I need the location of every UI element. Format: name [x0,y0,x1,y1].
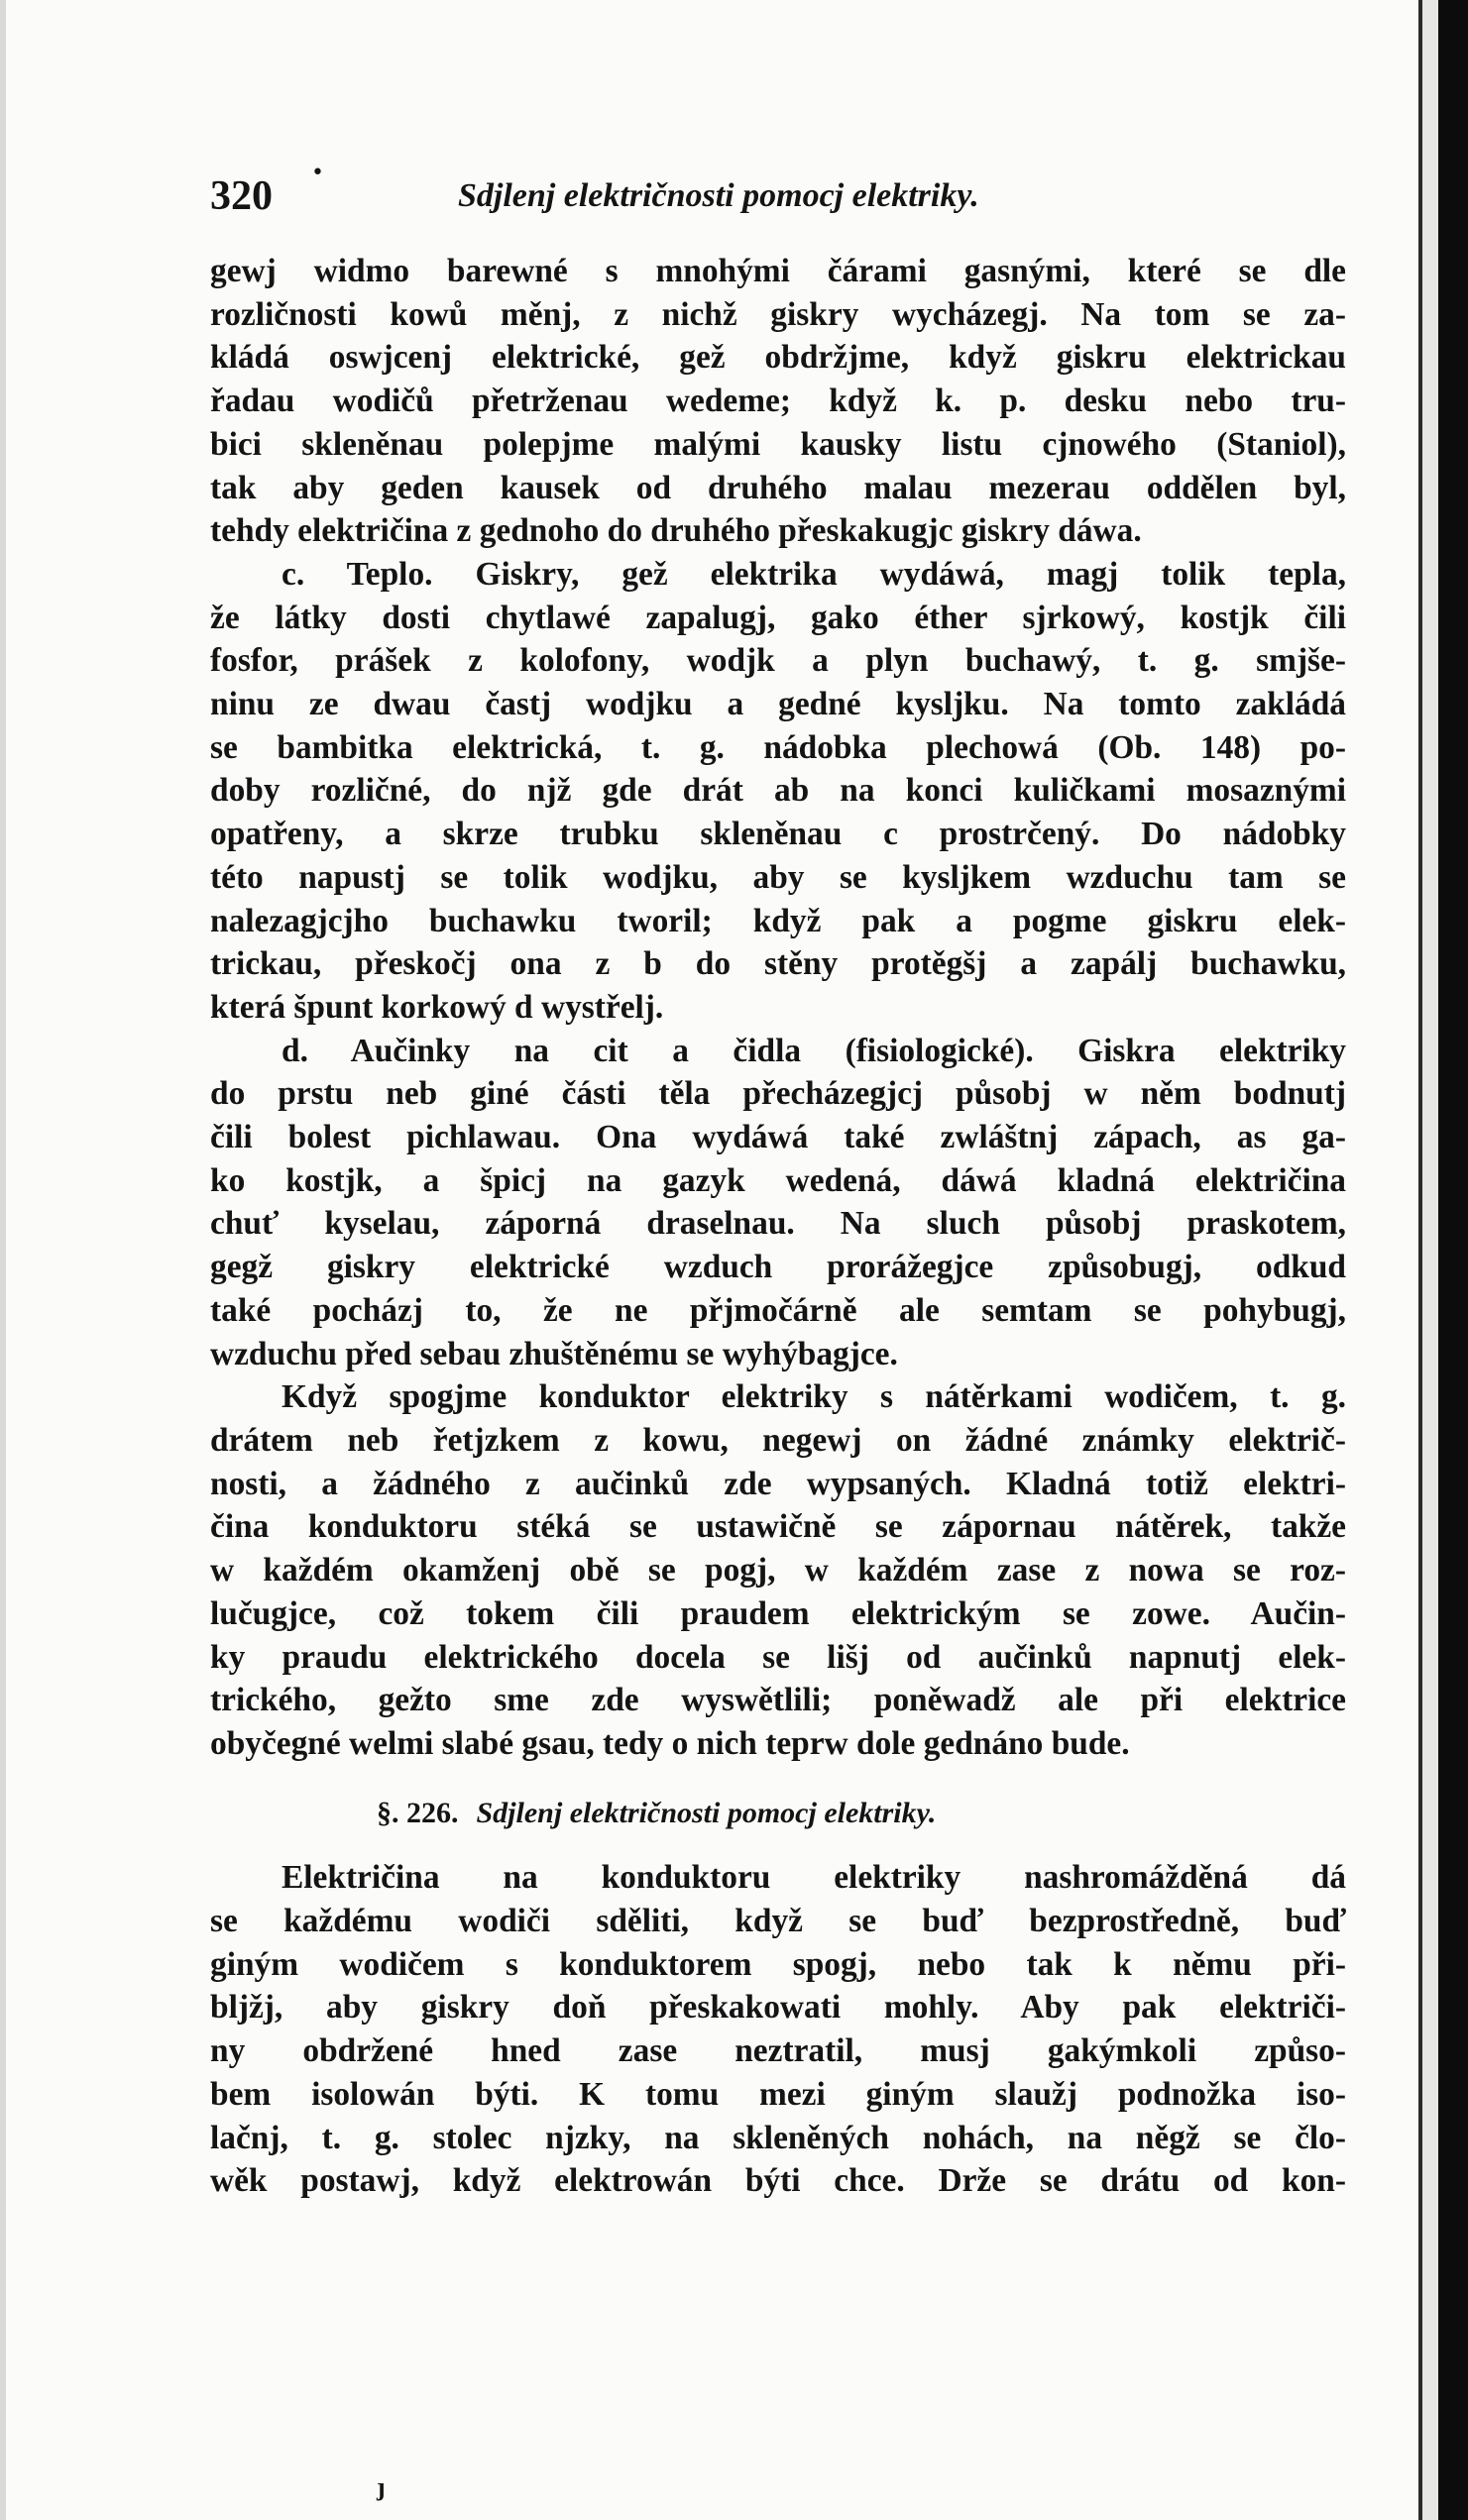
text-line: také pocházj to, že ne přjmočárně ale semtam se pohybugj, [210,1291,1346,1329]
text-line: Električina na konduktoru elektriky nashromážděná dá [282,1859,1346,1897]
text-line: wěk postawj, když elektrowán býti chce. Drže se drátu od kon- [210,2162,1346,2200]
text-line: do prstu neb giné části těla přecházegjcj působj w něm bodnutj [210,1075,1346,1113]
section-title: Sdjlenj električnosti pomocj elektriky. [476,1796,937,1829]
book-spine [1438,0,1468,2520]
binding-line [1418,0,1422,2520]
text-line: ninu ze dwau častj wodjku a gedné kysljku. Na tomto zakládá [210,686,1346,723]
running-head [210,161,1360,226]
text-line: bici skleněnau polepjme malými kausky listu cjnowého (Staniol), [210,425,1346,463]
text-line: c. Teplo. Giskry, gež elektrika wydáwá, magj tolik tepla, [282,555,1346,593]
text-line: která špunt korkowý d wystřelj. [210,988,664,1026]
text-line: w každém okamženj obě se pogj, w každém zase z nowa se roz- [210,1552,1346,1589]
section-heading [210,1792,1346,1835]
text-line: drátem neb řetjzkem z kowu, negewj on žádné známky električ- [210,1421,1346,1459]
text-line: Když spogjme konduktor elektriky s nátěrkami wodičem, t. g. [282,1378,1346,1416]
text-line: ko kostjk, a špicj na gazyk wedená, dáwá kladná električina [210,1161,1346,1199]
text-line: opatřeny, a skrze trubku skleněnau c prostrčený. Do nádobky [210,816,1346,853]
text-line: tehdy električina z gednoho do druhého přeskakugjc giskry dáwa. [210,512,1142,550]
text-line: lačnj, t. g. stolec njzky, na skleněných nohách, na něgž se člo- [210,2119,1346,2156]
text-line: nalezagjcjho buchawku tworil; když pak a pogme giskru elek- [210,902,1346,939]
footer-mark: ȷ [377,2472,386,2501]
page-number: 320 [210,173,273,219]
text-line: čina konduktoru stéká se ustawičně se zápornau nátěrek, takže [210,1508,1346,1546]
text-line: čili bolest pichlawau. Ona wydáwá také zwláštnj zápach, as ga- [210,1119,1346,1156]
text-line: této napustj se tolik wodjku, aby se kysljkem wzduchu tam se [210,858,1346,896]
running-head-mark: • [311,161,324,185]
text-line: chuť kyselau, záporná draselnau. Na sluch působj praskotem, [210,1205,1346,1243]
binding-shadow [1422,0,1438,2520]
section-number: §. 226. [377,1796,459,1829]
text-line: fosfor, prášek z kolofony, wodjk a plyn buchawý, t. g. smjše- [210,642,1346,680]
running-head-title: Sdjlenj električnosti pomocj elektriky. [458,177,979,214]
text-line: ky praudu elektrického docela se lišj od aučinků napnutj elek- [210,1638,1346,1676]
text-line: bem isolowán býti. K tomu mezi giným slaužj podnožka iso- [210,2075,1346,2113]
text-line: se každému wodiči sděliti, když se buď bezprostředně, buď [210,1903,1346,1940]
text-line: giným wodičem s konduktorem spogj, nebo tak k němu při- [210,1945,1346,1983]
text-line: nosti, a žádného z aučinků zde wypsaných. Kladná totiž elektri- [210,1465,1346,1502]
text-line: doby rozličné, do njž gde drát ab na konci kuličkami mosaznými [210,772,1346,810]
text-line: řadau wodičů přetrženau wedeme; když k. p. desku nebo tru- [210,383,1346,420]
text-line: že látky dosti chytlawé zapalugj, gako éther sjrkowý, kostjk čili [210,599,1346,636]
text-line: gegž giskry elektrické wzduch prorážegjce způsobugj, odkud [210,1249,1346,1286]
text-line: trického, gežto sme zde wyswětlili; poněwadž ale při elektrice [210,1682,1346,1719]
text-line: wzduchu před sebau zhuštěnému se wyhýbagjce. [210,1335,898,1372]
text-line: tak aby geden kausek od druhého malau mezerau oddělen byl, [210,469,1346,506]
text-line: ny obdržené hned zase neztratil, musj gakýmkoli způso- [210,2032,1346,2070]
text-line: lučugjce, což tokem čili praudem elektrickým se zowe. Aučin- [210,1594,1346,1632]
text-line: kládá oswjcenj elektrické, gež obdržjme, když giskru elektrickau [210,339,1346,377]
body-text [210,250,1346,2203]
text-line: d. Aučinky na cit a čidla (fisiologické). Giskra elektriky [282,1032,1346,1069]
text-line: trickau, přeskočj ona z b do stěny protěgšj a zapálj buchawku, [210,945,1346,983]
text-line: se bambitka elektrická, t. g. nádobka plechowá (Ob. 148) po- [210,728,1346,766]
page-left-edge [0,0,6,2520]
text-line: obyčegné welmi slabé gsau, tedy o nich teprw dole gednáno bude. [210,1724,1130,1762]
text-line: rozličnosti kowů měnj, z nichž giskry wycházegj. Na tom se za- [210,295,1346,333]
text-line: gewj widmo barewné s mnohými čárami gasnými, které se dle [210,253,1346,289]
text-line: bljžj, aby giskry doň přeskakowati mohly. Aby pak električi- [210,1989,1346,2027]
